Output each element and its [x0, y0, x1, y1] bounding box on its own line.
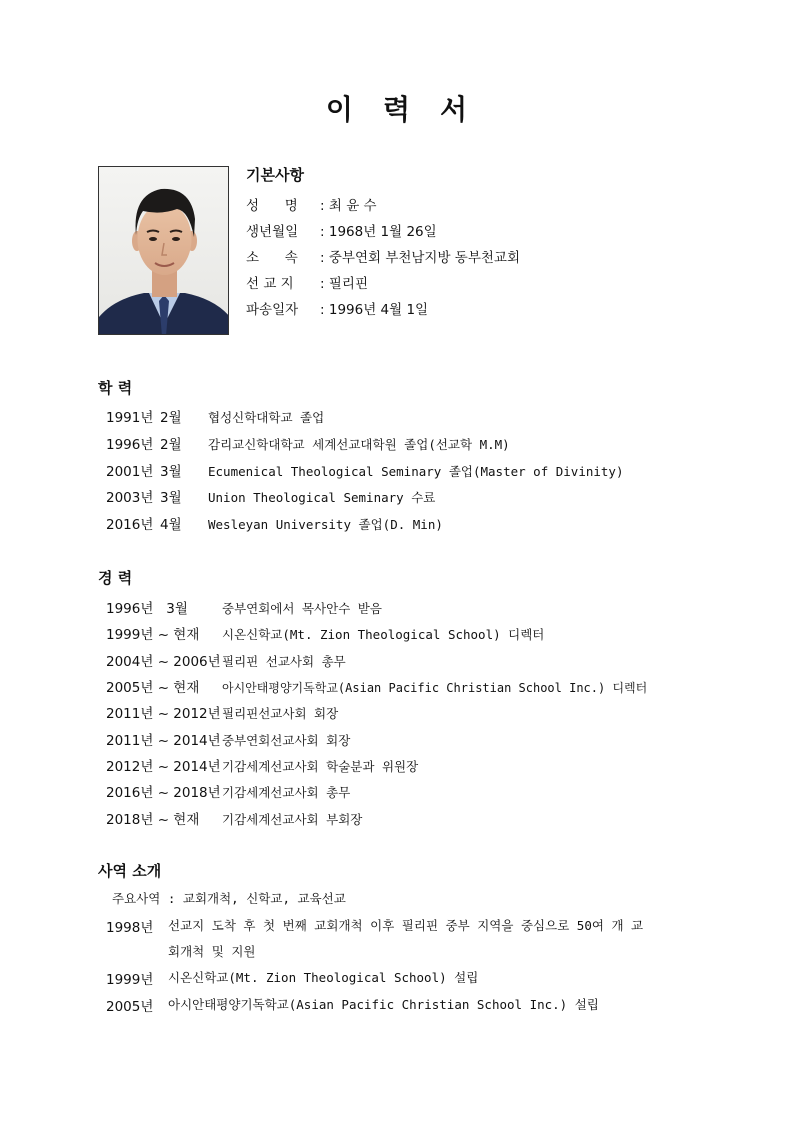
- title-char: 력: [382, 93, 411, 126]
- basic-sep: :: [320, 276, 325, 292]
- career-desc: 기감세계선교사회 부회장: [222, 812, 363, 827]
- career-desc: 기감세계선교사회 학술분과 위원장: [222, 759, 419, 774]
- career-desc: 시온신학교(Mt. Zion Theological School) 디렉터: [222, 627, 545, 642]
- education-row: [106, 406, 324, 426]
- ministry-desc: 선교지 도착 후 첫 번째 교회개척 이후 필리핀 중부 지역을 중심으로 50여 개 교: [168, 918, 644, 933]
- basic-value: 1996년 4월 1일: [328, 302, 429, 318]
- career-desc: 중부연회선교사회 회장: [222, 733, 351, 748]
- title-char: 서: [440, 93, 468, 126]
- ministry-heading: 사역 소개: [98, 862, 162, 880]
- education-year: 2003년: [106, 490, 154, 506]
- education-month: 4월: [160, 517, 182, 533]
- career-desc: 필리핀선교사회 회장: [222, 706, 339, 721]
- career-period: 2018년 ~ 현재: [106, 812, 200, 828]
- basic-label: 선 교 지: [246, 276, 294, 292]
- education-month: 2월: [160, 410, 182, 426]
- ministry-main-label: 주요사역 : 교회개척, 신학교, 교육선교: [112, 891, 346, 906]
- basic-value: 최 윤 수: [328, 198, 377, 214]
- ministry-year: 1999년: [106, 972, 154, 988]
- career-period: 2012년 ~ 2014년: [106, 759, 221, 775]
- ministry-year: 2005년: [106, 999, 154, 1015]
- education-desc: Wesleyan University 졸업(D. Min): [208, 517, 443, 532]
- career-row: [106, 597, 382, 617]
- basic-sep: :: [320, 198, 325, 214]
- education-year: 2001년: [106, 464, 154, 480]
- education-month: 2월: [160, 437, 182, 453]
- education-row: [106, 513, 443, 533]
- ministry-year: 1998년: [106, 920, 154, 936]
- education-heading: 학 력: [98, 379, 133, 397]
- education-month: 3월: [160, 464, 182, 480]
- career-desc: 중부연회에서 목사안수 받음: [222, 601, 382, 616]
- education-desc: 감리교신학대학교 세계선교대학원 졸업(선교학 M.M): [208, 437, 510, 452]
- education-row: [106, 460, 623, 480]
- basic-sep: :: [320, 250, 325, 266]
- career-row: [106, 623, 544, 643]
- basic-label: 소 속: [246, 250, 298, 266]
- career-period: 2011년 ~ 2014년: [106, 733, 221, 749]
- career-period: 2005년 ~ 현재: [106, 680, 200, 696]
- education-desc: Union Theological Seminary 수료: [208, 490, 436, 505]
- career-row: [106, 650, 346, 670]
- career-row: [106, 676, 647, 696]
- career-row: [106, 808, 362, 828]
- page-title: [0, 88, 793, 128]
- career-desc: 기감세계선교사회 총무: [222, 785, 351, 800]
- basic-info-heading: 기본사항: [246, 166, 304, 184]
- basic-sep: :: [320, 224, 325, 240]
- education-row: [106, 486, 435, 506]
- basic-value: 필리핀: [328, 276, 368, 292]
- title-char: 이: [325, 93, 353, 126]
- education-month: 3월: [160, 490, 182, 506]
- basic-row-name: [246, 194, 377, 214]
- education-year: 2016년: [106, 517, 154, 533]
- career-row: [106, 702, 338, 722]
- basic-row-birth: [246, 220, 437, 240]
- basic-row-affiliation: [246, 246, 520, 266]
- ministry-desc-continued: 회개척 및 지원: [168, 944, 256, 959]
- career-period: 1996년 3월: [106, 601, 188, 617]
- basic-label: 생년월일: [246, 224, 299, 240]
- education-year: 1996년: [106, 437, 154, 453]
- basic-sep: :: [320, 302, 325, 318]
- portrait-image: [99, 167, 229, 335]
- education-year: 1991년: [106, 410, 154, 426]
- basic-label: 성 명: [246, 198, 298, 214]
- career-desc: 필리핀 선교사회 총무: [222, 654, 346, 669]
- basic-label: 파송일자: [246, 302, 299, 318]
- basic-value: 1968년 1월 26일: [328, 224, 437, 240]
- education-desc: 협성신학대학교 졸업: [208, 410, 325, 425]
- education-row: [106, 433, 510, 453]
- career-row: [106, 781, 350, 801]
- profile-photo: [98, 166, 229, 335]
- basic-row-dispatch: [246, 298, 428, 318]
- career-period: 2016년 ~ 2018년: [106, 785, 221, 801]
- career-period: 2011년 ~ 2012년: [106, 706, 221, 722]
- basic-row-field: [246, 272, 368, 292]
- education-desc: Ecumenical Theological Seminary 졸업(Master of Divinity): [208, 464, 624, 479]
- career-heading: 경 력: [98, 569, 133, 587]
- basic-value: 중부연회 부천남지방 동부천교회: [328, 250, 521, 266]
- career-row: [106, 729, 350, 749]
- career-period: 2004년 ~ 2006년: [106, 654, 221, 670]
- ministry-desc: 아시안태평양기독학교(Asian Pacific Christian School Inc.) 설립: [168, 997, 599, 1012]
- career-desc: 아시안태평양기독학교(Asian Pacific Christian School Inc.) 디렉터: [222, 681, 648, 695]
- career-period: 1999년 ~ 현재: [106, 627, 200, 643]
- career-row: [106, 755, 418, 775]
- ministry-desc: 시온신학교(Mt. Zion Theological School) 설립: [168, 970, 479, 985]
